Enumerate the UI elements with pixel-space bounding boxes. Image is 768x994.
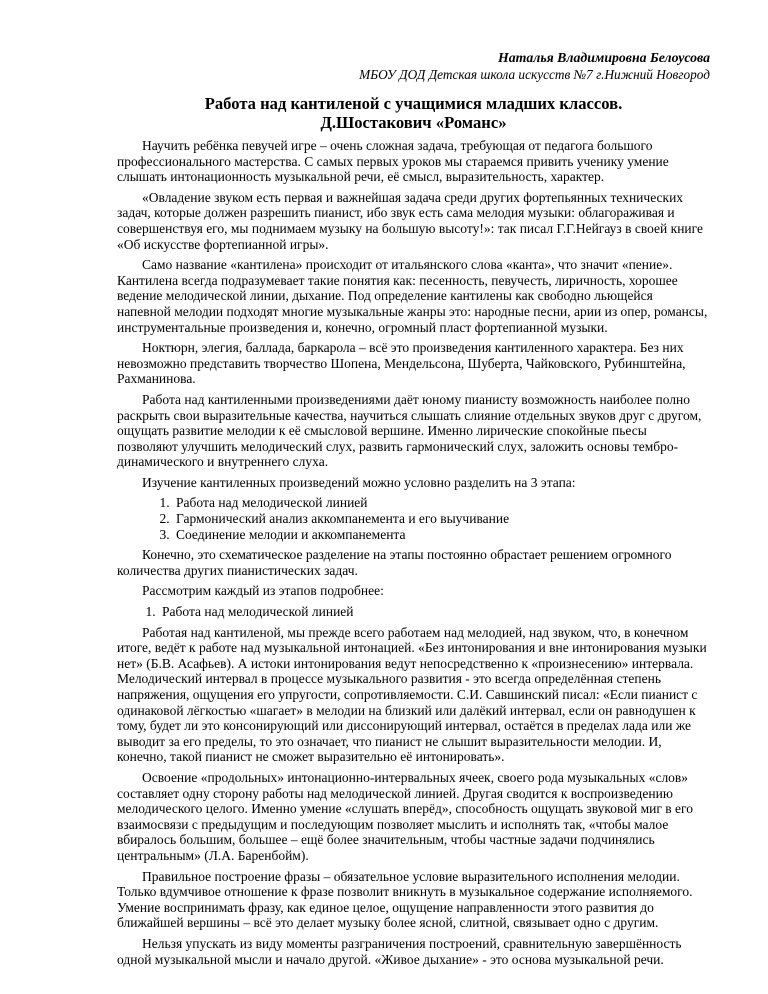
author-name: Наталья Владимировна Белоусова [497,50,710,65]
section-heading: 1. Работа над мелодической линией [159,604,710,620]
paragraph: «Овладение звуком есть первая и важнейшая задача среди других фортепьянных технических задач, которые должен разрешить пианист, ибо звук есть сама мелодия музыки: облагораживая и совершенствуя его, мы поднимаем музыку на большую высоту!»: так писал Г.Г.Нейгауз в своей книге «Об искусстве фортепианной игры». [117,189,703,252]
paragraph: Работа над кантиленными произведениями даёт юному пианисту возможность наиболее полно раскрыть свои выразительные качества, научиться слышать слияние отдельных звуков друг с другом, ощущать развитие мелодии к её смысловой вершине. Именно лирические спокойные пьесы позволяют улучшить мелодический слух, развить гармонический слух, заложить основы тембро-динамического и внутреннего слуха. [117,391,702,470]
paragraph: Изучение кантиленных произведений можно условно разделить на 3 этапа: [142,474,576,490]
paragraph: Рассмотрим каждый из этапов подробнее: [142,583,384,599]
paragraph: Нельзя упускать из виду моменты разграничения построений, сравнительную завершённость одной музыкальной мысли и начало другой. «Живое дыхание» - это основа музыкальной речи. [117,935,682,967]
list-item: 3. Соединение мелодии и аккомпанемента [173,527,710,543]
title-line-1: Работа над кантиленой с учащимися младших классов. [204,94,623,113]
list-item: 1. Работа над мелодической линией [173,495,710,511]
title-line-2: Д.Шостакович «Романс» [320,113,507,132]
document-title [117,94,710,132]
paragraph: Само название «кантилена» происходит от итальянского слова «канта», что значит «пение». Кантилена всегда подразумевает такие понятия как: песенность, певучесть, лиричность, хорошее ведение мелодической линии, дыхание. Под определение кантилены как свободно льющейся напевной мелодии подходят многие музыкальные жанры это: народные песни, арии из опер, романсы, инструментальные произведения и, конечно, огромный пласт фортепианной музыки. [117,257,708,335]
paragraph: Научить ребёнка певучей игре – очень сложная задача, требующая от педагога большого профессионального мастерства. С самых первых уроков мы стараемся привить ученику умение слышать интонационность музыкальной речи, её смысл, выразительность, характер. [117,138,669,185]
paragraph: Конечно, это схематическое разделение на этапы постоянно обрастает решением огромного количества других пианистических задач. [117,547,672,578]
school-name: МБОУ ДОД Детская школа искусств №7 г.Нижний Новгород [359,67,710,82]
paragraph: Освоение «продольных» интонационно-интервальных ячеек, своего рода музыкальных «слов» составляет одну сторону работы над мелодической линией. Другая сводится к воспроизведению мелодического целого. Именно умение «слушать вперёд», способность ощущать звуковой миг в его взаимосвязи с предыдущим и последующим позволяет мыслить и исполнять так, «чтобы малое вбиралось большим, большее – ещё более значительным, чтобы частные задачи подчинялись центральным» (Л.А. Баренбойм). [117,769,694,863]
paragraph: Правильное построение фразы – обязательное условие выразительного исполнения мелодии. Только вдумчивое отношение к фразе позволит вникнуть в музыкальное содержание исполняемого. Умение воспринимать фразу, как единое целое, ощущение направленности этого развития до ближайшей вершины – всё это делает музыку более ясной, слитной, связывает одно с другим. [117,868,693,931]
list-item: 2. Гармонический анализ аккомпанемента и его выучивание [173,511,710,527]
paragraph: Ноктюрн, элегия, баллада, баркарола – всё это произведения кантиленного характера. Без них невозможно представить творчество Шопена, Мендельсона, Шуберта, Чайковского, Рубинштейна, Рахманинова. [117,340,686,387]
section-heading-list [117,604,710,620]
stages-list [117,495,710,542]
paragraph: Работая над кантиленой, мы прежде всего работаем над мелодией, над звуком, что, в конечном итоге, ведёт к работе над музыкальной интонацией. «Без интонирования и вне интонирования музыки нет» (Б.В. Асафьев). А истоки интонирования ведут непосредственно к «произнесению» интервала. Мелодический интервал в процессе музыкального развития - это всегда определённая степень напряжения, ощущения его упругости, сопротивляемости. С.И. Савшинский писал: «Если пианист с одинаковой лёгкостью «шагает» в мелодии на близкий или далёкий интервал, если он равнодушен к тому, будет ли это консонирующий или диссонирующий интервал, остаётся в пределах лада или же выводит за его пределы, то это означает, что пианист не слышит выразительности мелодии. И, конечно, такой пианист не сможет выразительно её интонировать». [117,624,707,765]
